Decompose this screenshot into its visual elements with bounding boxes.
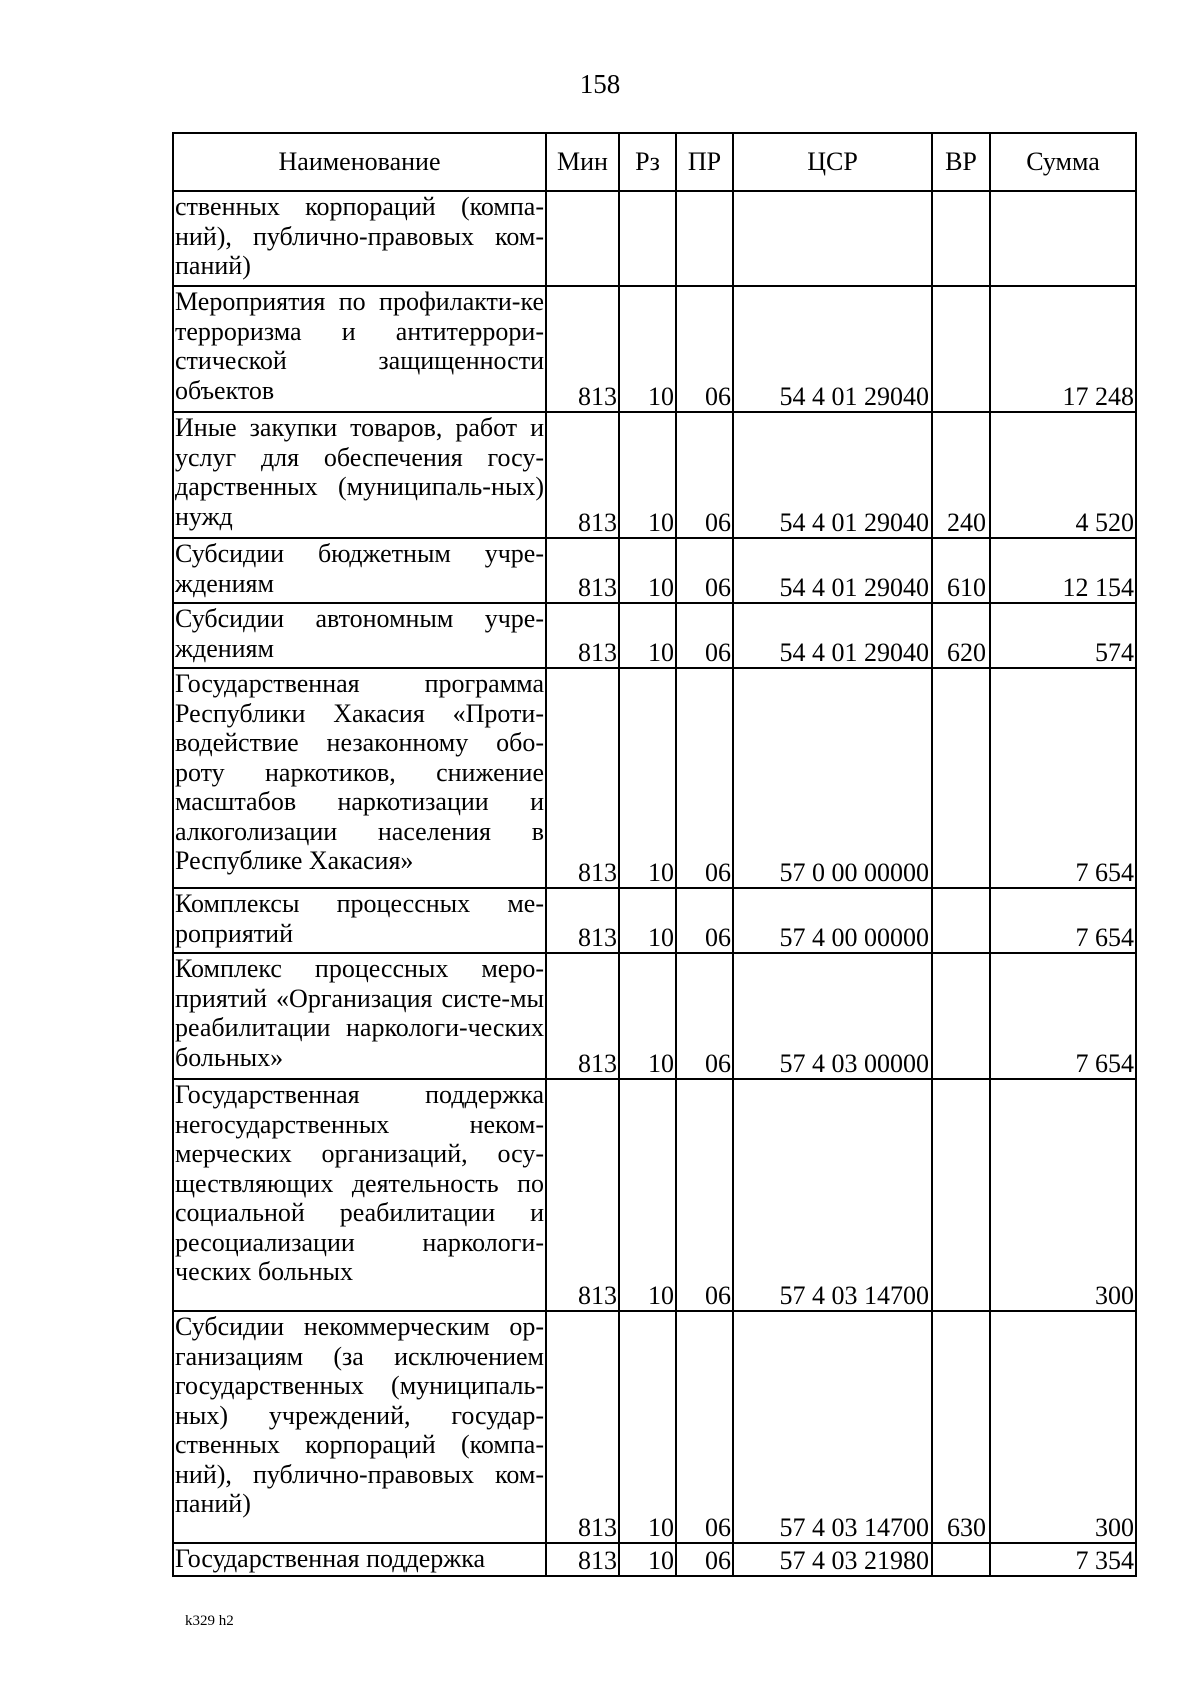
row-pr: 06 [676, 1079, 733, 1311]
row-sum: 12 154 [990, 538, 1136, 603]
row-pr: 06 [676, 1311, 733, 1543]
table-row [173, 668, 1136, 888]
row-name: Субсидии автономным учре-ждениям [173, 603, 546, 668]
header-min: Мин [546, 133, 619, 191]
table-row [173, 1543, 1136, 1576]
row-name: Субсидии бюджетным учре-ждениям [173, 538, 546, 603]
row-vr: 620 [932, 603, 990, 668]
table-row [173, 1079, 1136, 1311]
header-rz: Рз [619, 133, 676, 191]
page-number: 158 [579, 69, 621, 99]
row-vr: 240 [932, 412, 990, 538]
row-sum: 574 [990, 603, 1136, 668]
row-vr: 610 [932, 538, 990, 603]
row-pr: 06 [676, 603, 733, 668]
row-rz: 10 [619, 1311, 676, 1543]
row-min [546, 191, 619, 286]
table-row [173, 412, 1136, 538]
row-pr: 06 [676, 286, 733, 412]
table-row [173, 888, 1136, 953]
row-name: Комплексы процессных ме-роприятий [173, 888, 546, 953]
row-sum: 7 654 [990, 953, 1136, 1079]
table-row [173, 1311, 1136, 1543]
row-sum: 7 654 [990, 668, 1136, 888]
budget-table [172, 132, 1137, 1577]
row-name: ственных корпораций (компа-ний), публично-правовых ком-паний) [173, 191, 546, 286]
row-min: 813 [546, 1543, 619, 1576]
row-name: Государственная поддержка [173, 1543, 546, 1576]
row-rz: 10 [619, 538, 676, 603]
row-pr [676, 191, 733, 286]
row-name: Государственная поддержка негосударственных неком-мерческих организаций, осу-ществляющих деятельность по социальной реабилитации и ресоциализации наркологи-ческих больных [173, 1079, 546, 1311]
header-vr: ВР [932, 133, 990, 191]
row-name: Субсидии некоммерческим ор-ганизациям (за исключением государственных (муниципаль-ных) учреждений, государ-ственных корпораций (компа-ний), публично-правовых ком-паний) [173, 1311, 546, 1543]
row-csr: 57 4 03 14700 [733, 1079, 932, 1311]
row-pr: 06 [676, 538, 733, 603]
row-name: Мероприятия по профилакти-ке терроризма и антитеррори-стической защищенности объектов [173, 286, 546, 412]
table-header-row [173, 133, 1136, 191]
row-min: 813 [546, 286, 619, 412]
row-rz: 10 [619, 1543, 676, 1576]
table-row [173, 286, 1136, 412]
row-rz: 10 [619, 888, 676, 953]
row-min: 813 [546, 603, 619, 668]
row-name: Государственная программа Республики Хакасия «Проти-водействие незаконному обо-роту наркотиков, снижение масштабов наркотизации и алкоголизации населения в Республике Хакасия» [173, 668, 546, 888]
row-rz: 10 [619, 603, 676, 668]
row-csr [733, 191, 932, 286]
row-csr: 54 4 01 29040 [733, 412, 932, 538]
row-rz: 10 [619, 1079, 676, 1311]
row-csr: 54 4 01 29040 [733, 603, 932, 668]
row-pr: 06 [676, 888, 733, 953]
header-sum: Сумма [990, 133, 1136, 191]
row-sum: 300 [990, 1079, 1136, 1311]
row-csr: 57 4 03 14700 [733, 1311, 932, 1543]
row-min: 813 [546, 538, 619, 603]
row-sum: 7 654 [990, 888, 1136, 953]
row-name: Комплекс процессных меро-приятий «Организация систе-мы реабилитации наркологи-ческих больных» [173, 953, 546, 1079]
row-pr: 06 [676, 412, 733, 538]
row-min: 813 [546, 888, 619, 953]
row-vr [932, 888, 990, 953]
row-vr [932, 668, 990, 888]
row-vr: 630 [932, 1311, 990, 1543]
row-pr: 06 [676, 668, 733, 888]
table-row [173, 538, 1136, 603]
row-vr [932, 1543, 990, 1576]
header-name: Наименование [173, 133, 546, 191]
row-min: 813 [546, 1079, 619, 1311]
row-min: 813 [546, 953, 619, 1079]
row-csr: 57 0 00 00000 [733, 668, 932, 888]
row-sum [990, 191, 1136, 286]
row-csr: 57 4 03 21980 [733, 1543, 932, 1576]
table-row [173, 191, 1136, 286]
row-sum: 4 520 [990, 412, 1136, 538]
row-vr [932, 286, 990, 412]
row-pr: 06 [676, 1543, 733, 1576]
row-csr: 54 4 01 29040 [733, 538, 932, 603]
row-csr: 57 4 00 00000 [733, 888, 932, 953]
footer-document-code: k329 h2 [185, 1613, 234, 1629]
row-name: Иные закупки товаров, работ и услуг для обеспечения госу-дарственных (муниципаль-ных) нужд [173, 412, 546, 538]
row-min: 813 [546, 412, 619, 538]
row-rz: 10 [619, 668, 676, 888]
row-csr: 57 4 03 00000 [733, 953, 932, 1079]
row-min: 813 [546, 668, 619, 888]
row-csr: 54 4 01 29040 [733, 286, 932, 412]
row-rz: 10 [619, 286, 676, 412]
row-sum: 17 248 [990, 286, 1136, 412]
row-vr [932, 191, 990, 286]
table-row [173, 603, 1136, 668]
row-vr [932, 1079, 990, 1311]
row-rz [619, 191, 676, 286]
row-sum: 300 [990, 1311, 1136, 1543]
header-pr: ПР [676, 133, 733, 191]
row-min: 813 [546, 1311, 619, 1543]
row-rz: 10 [619, 412, 676, 538]
row-vr [932, 953, 990, 1079]
row-rz: 10 [619, 953, 676, 1079]
table-row [173, 953, 1136, 1079]
row-sum: 7 354 [990, 1543, 1136, 1576]
header-csr: ЦСР [733, 133, 932, 191]
row-pr: 06 [676, 953, 733, 1079]
